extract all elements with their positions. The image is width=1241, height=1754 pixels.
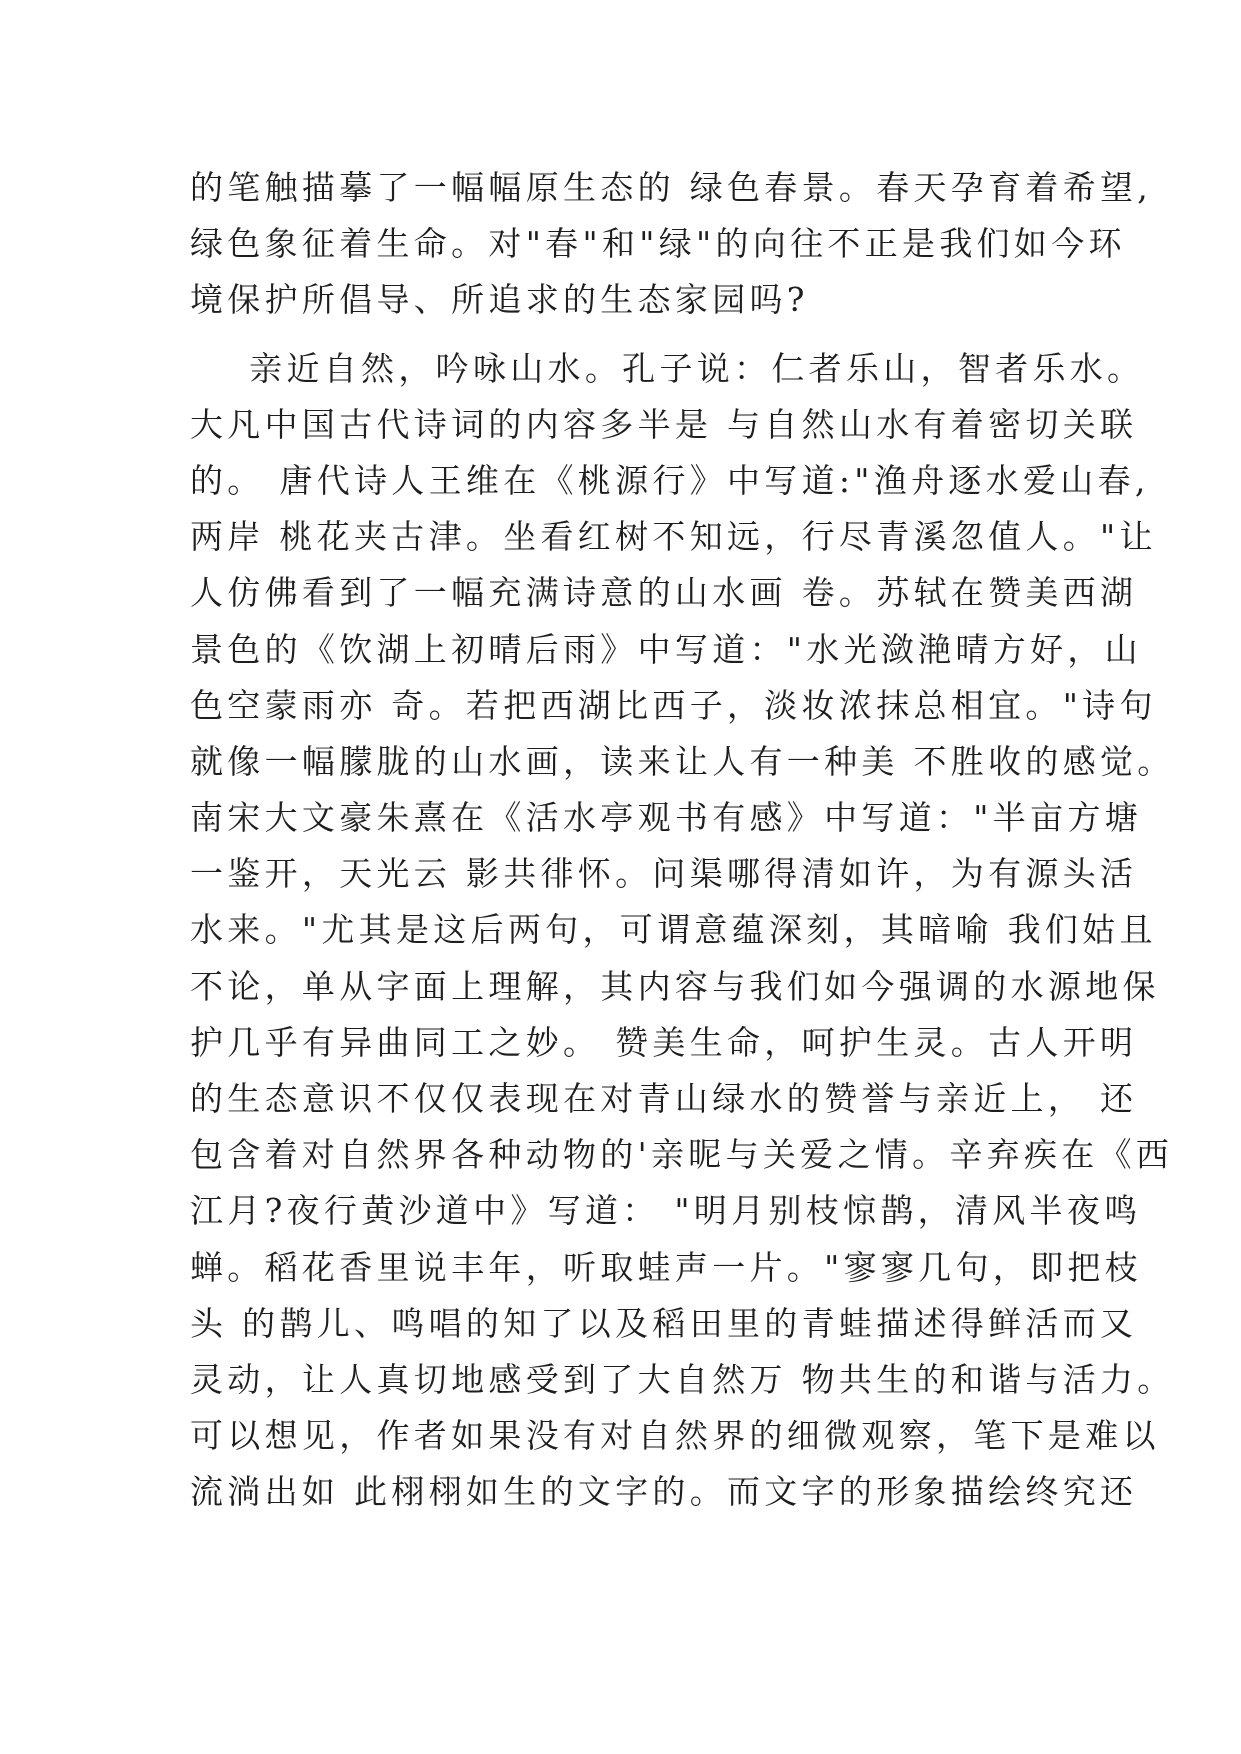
text-line: 不论，单从字面上理解，其内容与我们如今强调的水源地保	[190, 966, 1160, 1006]
text-line: 亲近自然，吟咏山水。孔子说：仁者乐山，智者乐水。	[190, 348, 1145, 388]
text-line: 流淌出如 此栩栩如生的文字的。而文字的形象描绘终究还	[190, 1472, 1138, 1512]
text-line: 色空蒙雨亦 奇。若把西湖比西子，淡妆浓抹总相宜。"诗句	[190, 685, 1157, 725]
text-line: 可以想见，作者如果没有对自然界的细微观察，笔下是难以	[190, 1416, 1160, 1456]
text-line: 南宋大文豪朱熹在《活水亭观书有感》中写道："半亩方塘	[190, 798, 1142, 838]
text-line: 蝉。稻花香里说丰年，听取蛙声一片。"寥寥几句，即把枝	[190, 1247, 1142, 1287]
text-line: 的。 唐代诗人王维在《桃源行》中写道:"渔舟逐水爱山春,	[190, 460, 1150, 500]
text-line: 江月?夜行黄沙道中》写道： "明月别枝惊鹊，清风半夜鸣	[190, 1191, 1142, 1231]
body-text	[190, 160, 1175, 1521]
text-line: 境保护所倡导、所追求的生态家园吗?	[190, 280, 809, 320]
text-line: 两岸 桃花夹古津。坐看红树不知远，行尽青溪忽值人。"让	[190, 517, 1157, 557]
text-line: 灵动，让人真切地感受到了大自然万 物共生的和谐与活力。	[190, 1359, 1175, 1399]
text-line: 景色的《饮湖上初晴后雨》中写道："水光潋滟晴方好，山	[190, 629, 1142, 669]
text-line: 绿色象征着生命。对"春"和"绿"的向往不正是我们如今环	[190, 224, 1126, 264]
paragraph-gap	[190, 329, 1070, 341]
text-line: 护几乎有异曲同工之妙。 赞美生命，呵护生灵。古人开明	[190, 1022, 1138, 1062]
text-line: 的生态意识不仅仅表现在对青山绿水的赞誉与亲近上， 还	[190, 1079, 1138, 1118]
text-line: 一鉴开，天光云 影共徘怀。问渠哪得清如许，为有源头活	[190, 854, 1138, 894]
text-line: 包含着对自然界各种动物的'亲昵与关爱之情。辛弃疾在《西	[190, 1135, 1174, 1175]
text-line: 水来。"尤其是这后两句，可谓意蕴深刻，其暗喻 我们姑且	[190, 910, 1157, 950]
paragraph-2	[190, 341, 1175, 1521]
text-line: 头 的鹊儿、鸣唱的知了以及稻田里的青蛙描述得鲜活而又	[190, 1303, 1138, 1343]
text-line: 大凡中国古代诗词的内容多半是 与自然山水有着密切关联	[190, 404, 1138, 444]
text-line: 的笔触描摹了一幅幅原生态的 绿色春景。春天孕育着希望,	[190, 168, 1153, 207]
text-line: 人仿佛看到了一幅充满诗意的山水画 卷。苏轼在赞美西湖	[190, 573, 1138, 613]
text-line: 就像一幅朦胧的山水画，读来让人有一种美 不胜收的感觉。	[190, 741, 1175, 781]
paragraph-1	[190, 160, 1153, 329]
